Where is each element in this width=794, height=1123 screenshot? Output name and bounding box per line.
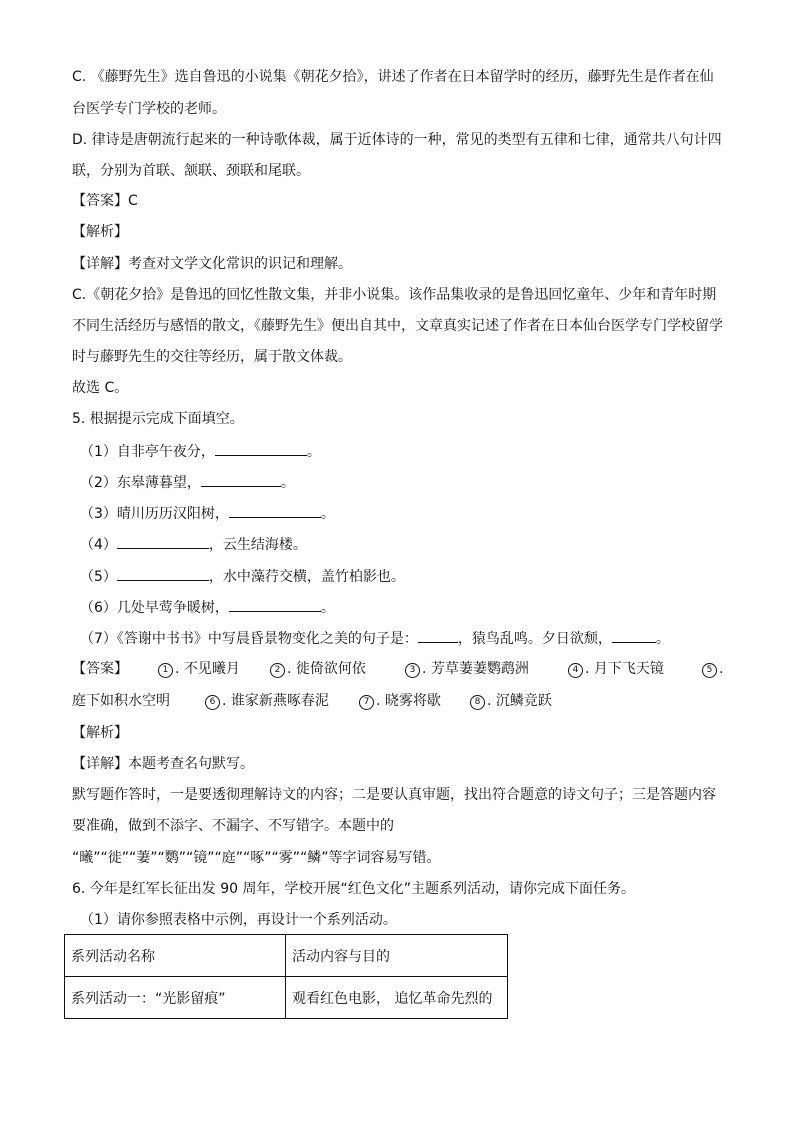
answer-text: . 不见曦月 (175, 661, 240, 677)
item-prefix: （4） (80, 537, 117, 553)
item-suffix: 。 (655, 631, 670, 647)
analysis-tag: 【解析】 (72, 224, 128, 240)
q5-analysis-tag: 【解析】 (72, 725, 128, 741)
circled-number: 2 (270, 663, 285, 678)
q5-item-5 (80, 567, 405, 586)
q5-explanation-line-1: 默写题作答时，一是要透彻理解诗文的内容；二是要认真审题，找出符合题意的诗文句子；三是答题内容 (72, 787, 716, 803)
q5-answer-row (72, 660, 722, 678)
answer-text: . 沉鳞竞跃 (487, 693, 552, 709)
answer-8 (470, 692, 552, 710)
q5-explanation-line-3: “曦”“徙”“萋”“鹦”“镜”“庭”“啄”“雾”“鳞”等字词容易写错。 (72, 850, 441, 866)
circled-number: 1 (158, 663, 173, 678)
item-prefix: （2）东皋薄暮望， (80, 475, 201, 491)
fill-blank[interactable] (612, 629, 656, 643)
item-suffix: 。 (306, 444, 321, 460)
q4-answer-line (72, 192, 138, 210)
answer-value: C (128, 193, 138, 209)
answer-text: . 徙倚欲何依 (287, 661, 366, 677)
table-header-cell: 活动内容与目的 (286, 935, 508, 977)
circled-number: 3 (405, 663, 420, 678)
answer-tag: 【答案】 (72, 661, 128, 677)
item-suffix: ，水中藻荇交横，盖竹柏影也。 (208, 569, 405, 585)
q5-item-7 (80, 629, 670, 648)
q6-subquestion-1: （1）请你参照表格中示例，再设计一个系列活动。 (80, 912, 397, 928)
option-d-line-2: 联，分别为首联、颔联、颈联和尾联。 (72, 163, 310, 179)
q4-conclusion: 故选 C。 (72, 380, 129, 396)
q4-explanation-line-3: 时与藤野先生的交往等经历，属于散文体裁。 (72, 349, 352, 365)
table-row (65, 977, 508, 1019)
item-prefix: （6）几处早莺争暖树， (80, 600, 229, 616)
detail-text: 考查对文学文化常识的识记和理解。 (128, 256, 352, 272)
q5-item-3 (80, 504, 335, 523)
option-d-line-1: D. 律诗是唐朝流行起来的一种诗歌体裁，属于近体诗的一种，常见的类型有五律和七律，通常共八句计四 (72, 132, 722, 148)
answer-4 (568, 660, 664, 678)
q5-stem: 5. 根据提示完成下面填空。 (72, 411, 244, 427)
answer-6 (205, 692, 329, 710)
q5-explanation-line-2: 要准确，做到不添字、不漏字、不写错字。本题中的 (72, 818, 394, 834)
circled-number: 6 (205, 695, 220, 710)
fill-blank[interactable] (215, 442, 307, 456)
q5-item-4 (80, 535, 307, 554)
q5-item-1 (80, 442, 321, 461)
table-cell: 系列活动一：“光影留痕” (65, 977, 286, 1019)
circled-number: 4 (568, 663, 583, 678)
answer-text: . 芳草萋萋鹦鹉洲 (422, 661, 529, 677)
option-c-line-2: 台医学专门学校的老师。 (72, 101, 226, 117)
table-header-cell: 系列活动名称 (65, 935, 286, 977)
answer-text: . 谁家新燕啄春泥 (222, 693, 329, 709)
q6-stem: 6. 今年是红军长征出发 90 周年，学校开展“红色文化”主题系列活动，请你完成下面任务。 (72, 881, 636, 897)
item-suffix: 。 (280, 475, 295, 491)
fill-blank[interactable] (117, 567, 209, 581)
item-suffix: ，云生结海楼。 (208, 537, 307, 553)
item-prefix: （5） (80, 569, 117, 585)
activity-table (64, 934, 508, 1019)
answer-1 (158, 660, 240, 678)
q5-item-2 (80, 473, 295, 492)
fill-blank[interactable] (229, 504, 321, 518)
option-c-line-1: C. 《藤野先生》选自鲁迅的小说集《朝花夕拾》，讲述了作者在日本留学时的经历，藤野先生是作者在仙 (72, 69, 714, 85)
item-prefix: （3）晴川历历汉阳树， (80, 506, 229, 522)
fill-blank[interactable] (229, 598, 321, 612)
item-prefix: （7）《答谢中书书》中写晨昏景物变化之美的句子是： (80, 631, 418, 647)
q5-detail-line (72, 755, 254, 773)
detail-tag: 【详解】 (72, 756, 128, 772)
item-suffix: 。 (320, 506, 335, 522)
detail-text: 本题考查名句默写。 (128, 756, 254, 772)
circled-number: 7 (359, 695, 374, 710)
q4-detail-line (72, 255, 352, 273)
answer-2 (270, 660, 366, 678)
fill-blank[interactable] (117, 535, 209, 549)
answer-tag: 【答案】 (72, 193, 128, 209)
q5-answer-row (72, 692, 722, 710)
answer-3 (405, 660, 529, 678)
table-cell: 观看红色电影， 追忆革命先烈的 (286, 977, 508, 1019)
circled-number: 5 (702, 663, 717, 678)
answer-text: . 晓雾将歇 (376, 693, 441, 709)
fill-blank[interactable] (201, 473, 281, 487)
answer-5-continued: 庭下如积水空明 (72, 693, 170, 709)
detail-tag: 【详解】 (72, 256, 128, 272)
item-prefix: （1）自非亭午夜分， (80, 444, 215, 460)
answer-text: . (719, 661, 724, 677)
q4-explanation-line-2: 不同生活经历与感悟的散文，《藤野先生》便出自其中，文章真实记述了作者在日本仙台医学专门学校留学 (72, 318, 723, 334)
q5-item-6 (80, 598, 335, 617)
table-header-row (65, 935, 508, 977)
q4-explanation-line-1: C.《朝花夕拾》是鲁迅的回忆性散文集，并非小说集。该作品集收录的是鲁迅回忆童年、少年和青年时期 (72, 287, 717, 303)
answer-text: . 月下飞天镜 (585, 661, 664, 677)
fill-blank[interactable] (418, 629, 458, 643)
circled-number: 8 (470, 695, 485, 710)
answer-5 (702, 660, 723, 678)
answer-7 (359, 692, 441, 710)
item-suffix: 。 (320, 600, 335, 616)
item-middle: ，猿鸟乱鸣。夕日欲颓， (457, 631, 612, 647)
